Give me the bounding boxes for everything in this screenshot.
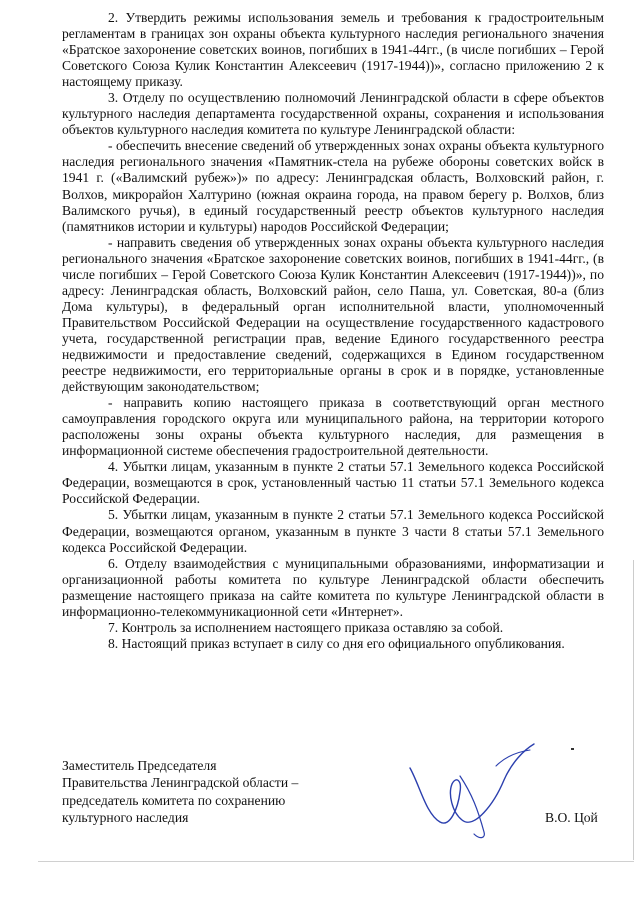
item-3-paragraph: 3. Отделу по осуществлению полномочий Ленинградской области в сфере объектов культурного наследия департамента государственной охраны, сохранения и использования объектов культурного наследия комитета по культуре Ленинградской области:	[62, 90, 604, 138]
handwritten-signature	[400, 736, 540, 846]
item-6-paragraph: 6. Отделу взаимодействия с муниципальными образованиями, информатизации и организационной работы комитета по культуре Ленинградской области обеспечить размещение настоящего приказа на сайте комитета по культуре Ленинградской области в информационно-телекоммуникационной сети «Интернет».	[62, 555, 604, 619]
item-3-bullet-register: - обеспечить внесение сведений об утвержденных зонах охраны объекта культурного наследия регионального значения «Памятник-стела на рубеже обороны советских войск в 1941 г. («Валимский рубеж»)» по адресу: Ленинградская область, Волховский район, г. Волхов, микрорайон Халтурино (южная окраина города, на правом берегу р. Волхов, близ Валимского ручья), в единый государственный реестр объектов культурного наследия (памятников истории и культуры) народов Российской Федерации;	[62, 138, 604, 234]
scan-bottom-line	[38, 861, 634, 862]
document-body	[62, 10, 604, 652]
item-4-paragraph: 4. Убытки лицам, указанным в пункте 2 статьи 57.1 Земельного кодекса Российской Федерации, возмещаются в срок, установленный частью 11 статьи 57.1 Земельного кодекса Российской Федерации.	[62, 459, 604, 507]
item-2-paragraph: 2. Утвердить режимы использования земель и требования к градостроительным регламентам в границах зон охраны объекта культурного наследия регионального значения «Братское захоронение советских воинов, погибших в 1941-44гг., (в числе погибших – Герой Советского Союза Кулик Константин Алексеевич (1917-1944))», согласно приложению 2 к настоящему приказу.	[62, 10, 604, 90]
scan-speck	[571, 748, 574, 750]
item-3-bullet-federal-body: - направить сведения об утвержденных зонах охраны объекта культурного наследия регионального значения «Братское захоронение советских воинов, погибших в 1941-44гг., (в числе погибших – Герой Советского Союза Кулик Константин Алексеевич (1917-1944))», по адресу: Ленинградская область, Волховский район, село Паша, ул. Советская, 80-а (близ Дома культуры), в федеральный орган исполнительной власти, уполномоченный Правительством Российской Федерации на осуществление государственного кадастрового учета, государственной регистрации прав, ведение Единого государственного реестра недвижимости и предоставление сведений, содержащихся в Едином государственном реестре недвижимости, его территориальные органы в срок и в порядке, установленные действующим законодательством;	[62, 234, 604, 395]
signer-position-line: культурного наследия	[62, 810, 189, 826]
signer-position	[62, 757, 362, 827]
item-8-paragraph: 8. Настоящий приказ вступает в силу со дня его официального опубликования.	[108, 635, 565, 651]
signer-name: В.О. Цой	[545, 810, 598, 825]
signer-position-line: Заместитель Председателя	[62, 758, 217, 773]
item-3-bullet-local-government: - направить копию настоящего приказа в соответствующий орган местного самоуправления городского округа или муниципального района, на территории которого расположены зоны охраны объекта культурного наследия, для размещения в информационной системе обеспечения градостроительной деятельности.	[62, 395, 604, 459]
signature-stroke	[460, 776, 484, 838]
item-7-paragraph: 7. Контроль за исполнением настоящего приказа оставляю за собой.	[108, 619, 504, 635]
signature-stroke	[410, 744, 534, 823]
scan-edge-line	[633, 560, 634, 860]
signer-position-line: Правительства Ленинградской области –	[62, 775, 299, 791]
item-5-paragraph: 5. Убытки лицам, указанным в пункте 2 статьи 57.1 Земельного кодекса Российской Федерации, возмещаются органом, указанным в пункте 3 части 8 статьи 57.1 Земельного кодекса Российской Федерации.	[62, 507, 604, 555]
signer-position-line: председатель комитета по сохранению	[62, 792, 286, 808]
